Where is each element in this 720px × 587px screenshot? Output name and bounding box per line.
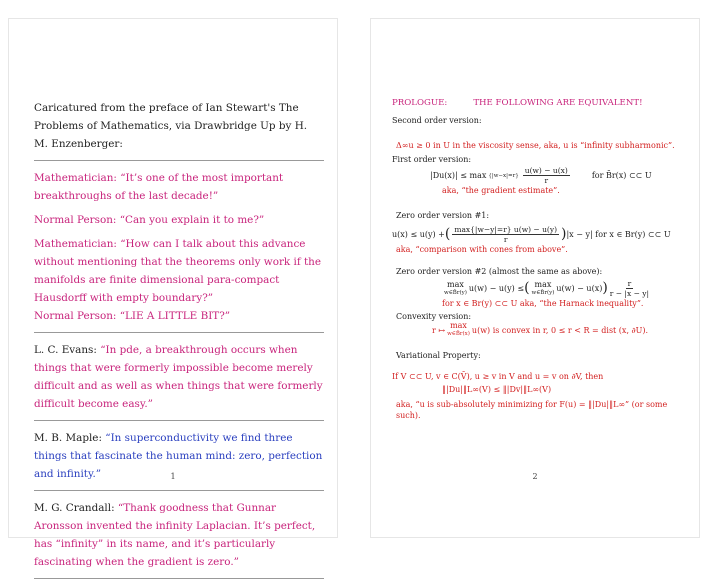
convexity-formula: r ↦ max w∈B̄r(x) u(w) is convex in r, 0 ≤ r < R = dist (x, ∂U). <box>432 321 649 337</box>
formula-condition: for B̄r(x) ⊂⊂ U <box>591 171 652 180</box>
fraction: $\frac{r}{r - |x - y|}$ <box>609 279 650 298</box>
zero1-aka: aka, “comparison with cones from above”. <box>396 245 568 254</box>
dialogue-normal-person-1: Normal Person: “Can you explain it to me?” <box>34 214 265 226</box>
page1-content <box>34 99 324 587</box>
divider <box>34 490 324 491</box>
heading-left: PROLOGUE: <box>392 98 448 108</box>
formula-lhs: |Du(x)| ≤ max <box>430 171 487 180</box>
max-operator: max w∈B̄r(y) <box>531 279 555 296</box>
formula-rhs: |x − y| for x ∈ Br(y) ⊂⊂ U <box>566 230 671 239</box>
quote-speaker: M. B. Maple: <box>34 432 102 444</box>
second-order-label: Second order version: <box>392 116 482 125</box>
page2-content <box>392 98 692 421</box>
max-operator: max w∈B̄r(y) <box>444 279 467 296</box>
zero1-label: Zero order version #1: <box>396 211 490 220</box>
dialogue-mathematician-2: Mathematician: “How can I talk about this advance without mentioning that the theorems only work if the manifolds are finite dimensional para-compact Hausdorff with empty boundary?” <box>34 238 322 304</box>
second-order-text: Δ∞u ≥ 0 in U in the viscosity sense, aka, u is “infinity subharmonic”. <box>396 141 675 150</box>
first-order-aka: aka, “the gradient estimate”. <box>442 186 560 195</box>
variational-line2: ‖|Du|‖L∞(V) ≤ ‖|Dv|‖L∞(V) <box>442 385 552 394</box>
quote-speaker: L. C. Evans: <box>34 344 97 356</box>
quote-speaker: M. G. Crandall: <box>34 502 115 514</box>
quote-text: “In pde, a breakthrough occurs when things that were formerly impossible become merely difficult and as well as when things that were formerly difficult become easy.” <box>34 344 323 410</box>
heading-right: THE FOLLOWING ARE EQUIVALENT! <box>473 98 643 108</box>
dialogue-normal-person-2: Normal Person: “LIE A LITTLE BIT?” <box>34 310 231 322</box>
zero2-formula: max w∈B̄r(y) u(w) − u(y) ≤ ( max w∈B̄r(y) u(w) − u(x) ) $\frac{r}{r - |x - y|}$ <box>444 279 650 298</box>
zero2-label: Zero order version #2 (almost the same as above): <box>396 267 603 276</box>
fraction: $\frac{\max\{|w-y|=r\} u(w) - u(y)}{r}$ <box>454 225 558 244</box>
intro-text: Caricatured from the preface of Ian Stewart's The Problems of Mathematics, via Drawbridge Up by H. M. Enzenberger: <box>34 102 308 150</box>
fraction: $\frac{u(w) - u(x)}{r}$ <box>524 166 568 185</box>
dialogue-mathematician-1: Mathematician: “It’s one of the most important breakthroughs of the last decade!” <box>34 172 284 202</box>
page-number: 2 <box>532 472 538 481</box>
slide-page-1 <box>8 18 338 568</box>
divider <box>34 578 324 579</box>
zero2-line2: for x ∈ Br(y) ⊂⊂ U aka, “the Harnack inequality”. <box>442 299 644 308</box>
zero1-formula: u(x) ≤ u(y) + ( $\frac{\max\{|w-y|=r\} u(w) - u(y)}{r}$ ) |x − y| for x ∈ Br(y) ⊂⊂ U <box>392 225 671 244</box>
slide-page-2 <box>370 18 700 538</box>
formula-lhs: u(x) ≤ u(y) + <box>392 230 445 239</box>
divider <box>34 332 324 333</box>
max-limit: {|w−x|=r} <box>488 172 519 179</box>
prologue-heading <box>392 98 692 109</box>
variational-label: Variational Property: <box>396 351 481 360</box>
page-number: 1 <box>170 472 176 481</box>
quote-text: “Thank goodness that Gunnar Aronsson invented the infinity Laplacian. It’s perfect, has “infinity” in its name, and it’s particularly fascinating when the gradient is zero.” <box>34 502 316 568</box>
first-order-formula <box>392 166 692 185</box>
variational-line1: If V ⊂⊂ U, v ∈ C(V̄), u ≥ v in V and u = v on ∂V, then <box>392 372 604 381</box>
quote-crandall <box>34 499 324 571</box>
first-order-label: First order version: <box>392 155 472 164</box>
divider <box>34 160 324 161</box>
quote-text: “In superconductivity we find three things that fascinate the human mind: zero, perfection and infinity.” <box>34 432 323 480</box>
max-operator: max w∈B̄r(x) <box>447 321 470 337</box>
convexity-label: Convexity version: <box>396 312 472 321</box>
divider <box>34 420 324 421</box>
variational-aka: aka, “u is sub-absolutely minimizing for F(u) = ‖|Du|‖L∞” (or some such). <box>396 400 668 420</box>
quote-evans <box>34 341 324 413</box>
